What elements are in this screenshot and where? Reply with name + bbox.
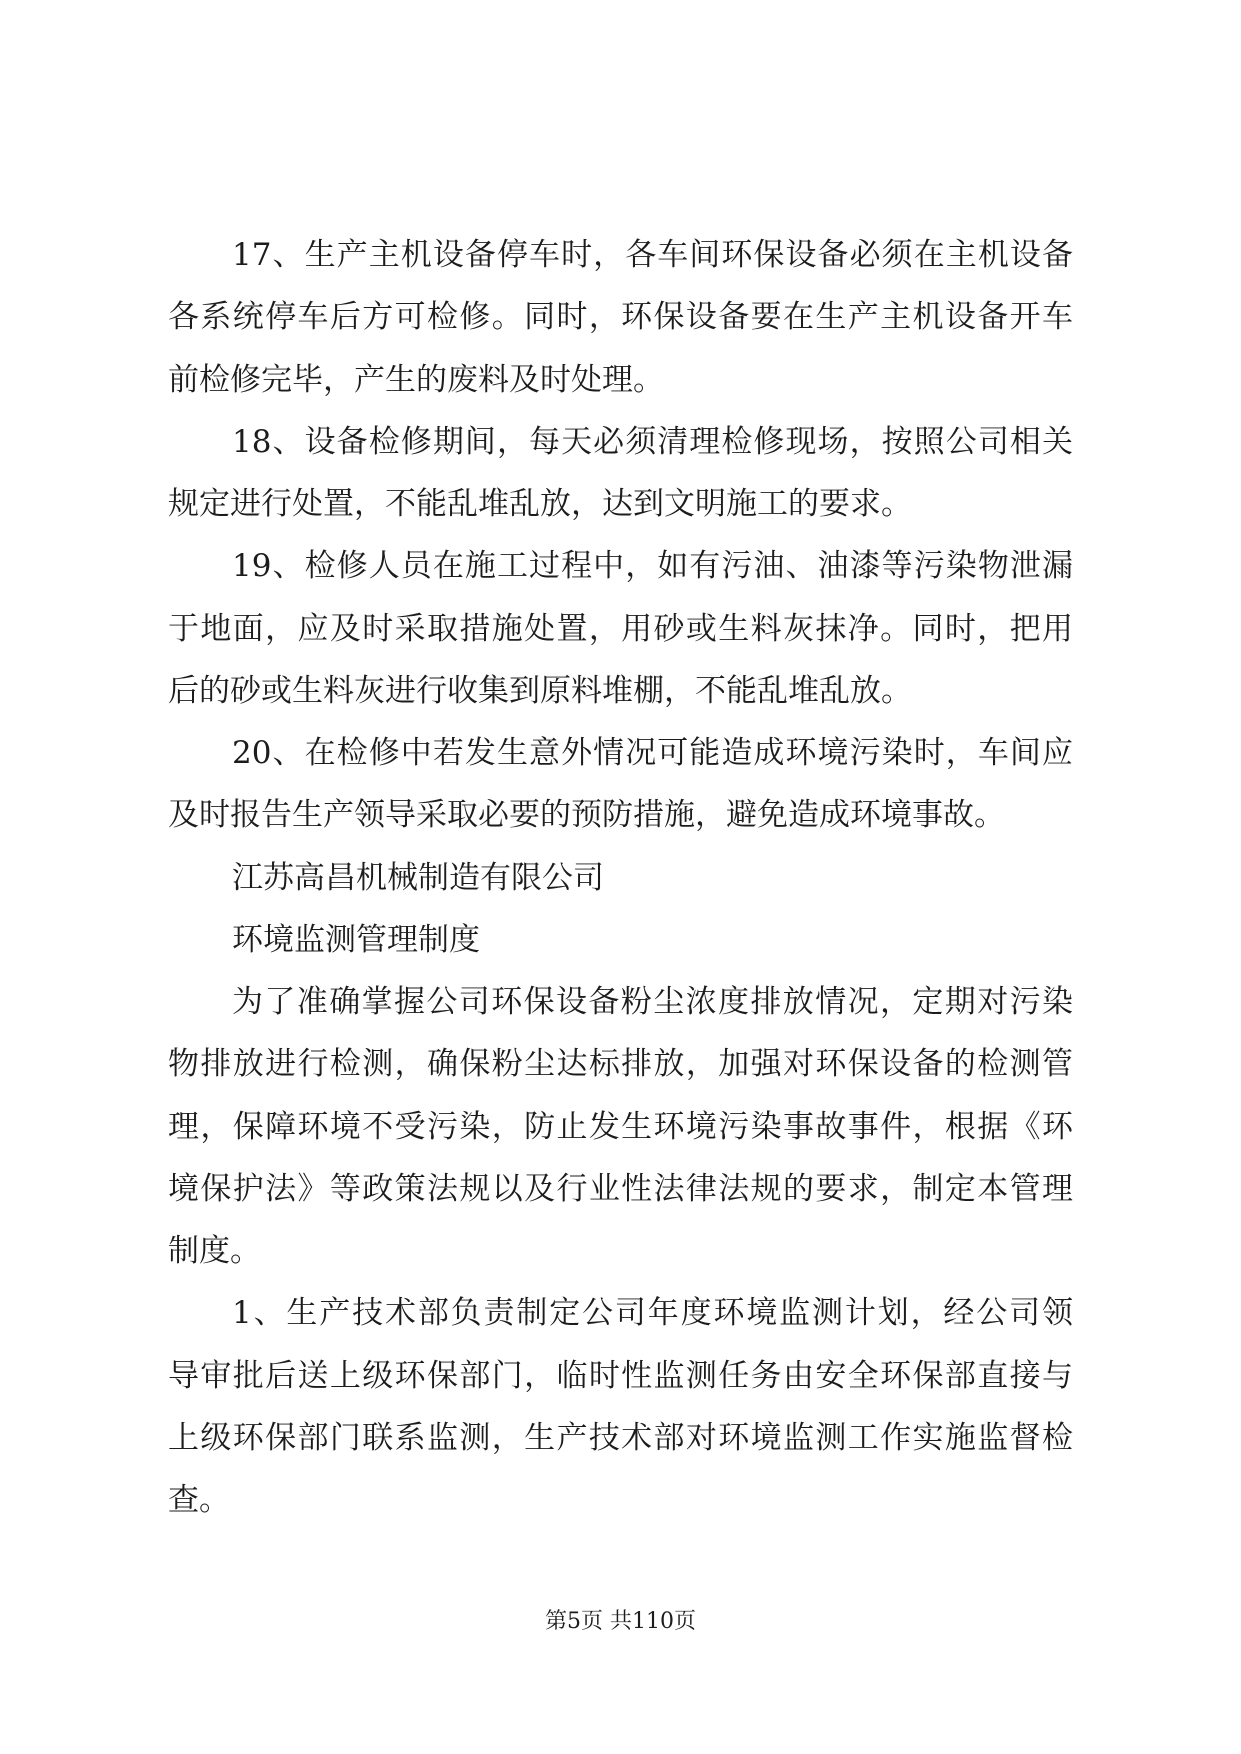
paragraph-line: 理，保障环境不受污染，防止发生环境污染事故事件，根据《环 <box>168 1108 1073 1145</box>
section-title-line: 环境监测管理制度 <box>232 921 480 958</box>
company-name-line: 江苏高昌机械制造有限公司 <box>232 859 604 896</box>
paragraph-line: 18、设备检修期间，每天必须清理检修现场，按照公司相关 <box>232 423 1073 460</box>
paragraph-item-20 <box>168 722 1073 847</box>
paragraph-line: 物排放进行检测，确保粉尘达标排放，加强对环保设备的检测管 <box>168 1046 1073 1083</box>
paragraph-line: 及时报告生产领导采取必要的预防措施，避免造成环境事故。 <box>168 797 1005 834</box>
paragraph-line: 规定进行处置，不能乱堆乱放，达到文明施工的要求。 <box>168 486 912 522</box>
paragraph-line: 各系统停车后方可检修。同时，环保设备要在生产主机设备开车 <box>168 299 1073 336</box>
document-body <box>168 224 1073 1531</box>
intro-paragraph <box>168 971 1073 1282</box>
paragraph-line: 17、生产主机设备停车时，各车间环保设备必须在主机设备 <box>232 237 1073 273</box>
section-title <box>168 909 1073 971</box>
paragraph-line: 后的砂或生料灰进行收集到原料堆棚，不能乱堆乱放。 <box>168 672 912 709</box>
paragraph-line: 导审批后送上级环保部门，临时性监测任务由安全环保部直接与 <box>168 1357 1073 1394</box>
paragraph-line: 为了准确掌握公司环保设备粉尘浓度排放情况，定期对污染 <box>232 984 1073 1020</box>
paragraph-item-18 <box>168 411 1073 536</box>
paragraph-line: 于地面，应及时采取措施处置，用砂或生料灰抹净。同时，把用 <box>168 610 1073 647</box>
paragraph-line: 查。 <box>168 1482 230 1518</box>
company-name <box>168 847 1073 909</box>
page-footer: 第5页 共110页 <box>545 1609 696 1634</box>
paragraph-line: 制度。 <box>168 1233 261 1269</box>
paragraph-line: 上级环保部门联系监测，生产技术部对环境监测工作实施监督检 <box>168 1419 1073 1456</box>
paragraph-line: 境保护法》等政策法规以及行业性法律法规的要求，制定本管理 <box>168 1170 1073 1207</box>
paragraph-item-1 <box>168 1282 1073 1531</box>
paragraph-line: 20、在检修中若发生意外情况可能造成环境污染时，车间应 <box>232 735 1073 771</box>
paragraph-item-19 <box>168 535 1073 722</box>
paragraph-line: 前检修完毕，产生的废料及时处理。 <box>168 361 664 398</box>
paragraph-line: 1、生产技术部负责制定公司年度环境监测计划，经公司领 <box>232 1295 1073 1332</box>
paragraph-line: 19、检修人员在施工过程中，如有污油、油漆等污染物泄漏 <box>232 548 1073 585</box>
paragraph-item-17 <box>168 224 1073 411</box>
